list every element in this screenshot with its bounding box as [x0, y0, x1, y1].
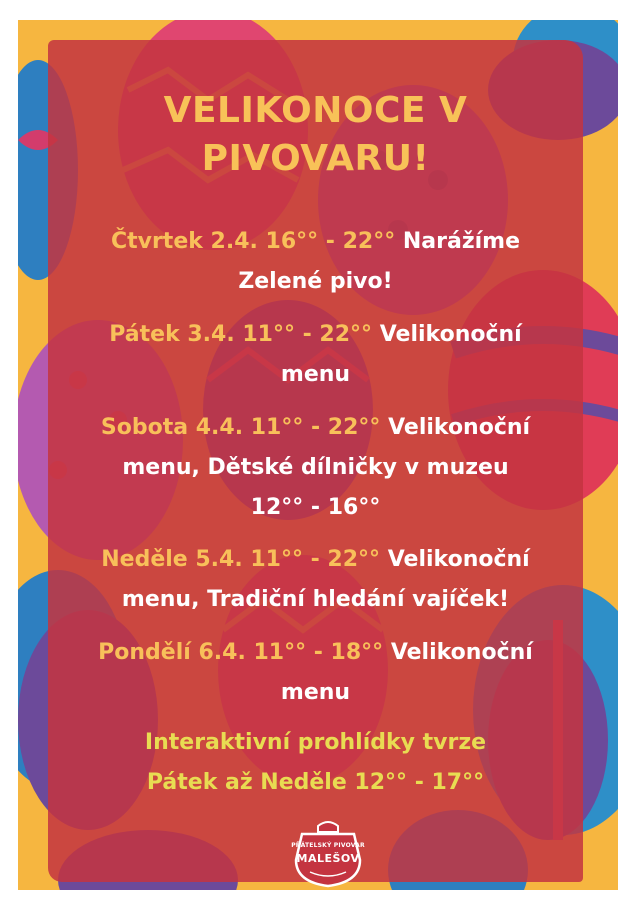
title-line-1: VELIKONOCE V [163, 90, 468, 131]
logo-text-top: PŘÁTELSKÝ PIVOVAR [291, 842, 365, 849]
event-description: Narážíme [402, 229, 521, 254]
event-description-cont: menu, Tradiční hledání vajíček! [121, 587, 510, 612]
title-line-2: PIVOVARU! [201, 138, 430, 179]
event-description-cont: menu [280, 680, 351, 705]
event-saturday [58, 408, 573, 528]
event-time: Sobota 4.4. 11°° - 22°° [100, 415, 381, 440]
event-monday [58, 633, 573, 713]
poster-content [48, 40, 583, 882]
tours-title: Interaktivní prohlídky tvrze [144, 730, 487, 755]
logo-text-name: MALEŠOV [296, 852, 360, 865]
event-description-cont: Zelené pivo! [238, 269, 393, 294]
event-description: Velikonoční [388, 415, 531, 440]
tours-info [58, 723, 573, 803]
brewery-logo [288, 820, 368, 890]
event-description-cont: menu [280, 362, 351, 387]
event-description: Velikonoční [387, 547, 530, 572]
event-time: Neděle 5.4. 11°° - 22°° [101, 547, 381, 572]
event-time: Pátek 3.4. 11°° - 22°° [109, 322, 373, 347]
event-friday [58, 315, 573, 395]
event-sunday [58, 540, 573, 620]
poster-title [48, 87, 583, 183]
easter-poster [18, 20, 618, 890]
event-time: Čtvrtek 2.4. 16°° - 22°° [110, 229, 396, 254]
event-description-cont: menu, Dětské dílničky v muzeu [122, 455, 509, 480]
event-thursday [58, 222, 573, 302]
event-description: Velikonoční [390, 640, 533, 665]
tours-times: Pátek až Neděle 12°° - 17°° [146, 770, 485, 795]
event-description: Velikonoční [379, 322, 522, 347]
event-time: Pondělí 6.4. 11°° - 18°° [98, 640, 384, 665]
event-description-time: 12°° - 16°° [250, 495, 381, 520]
